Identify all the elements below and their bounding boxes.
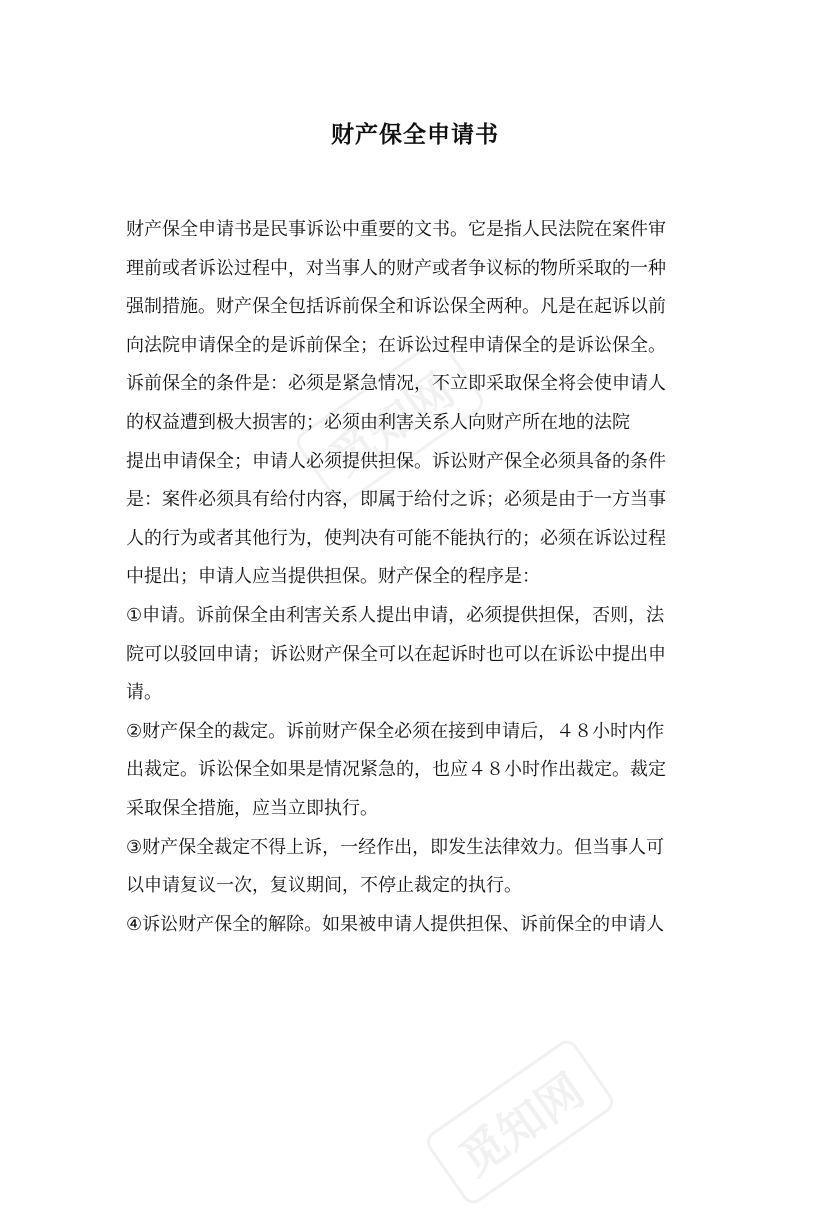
body-line: 诉前保全的条件是：必须是紧急情况，不立即采取保全将会使申请人: [126, 373, 666, 395]
body-line: 出裁定。诉讼保全如果是情况紧急的，也应４８小时作出裁定。裁定: [126, 759, 666, 781]
body-line: 的权益遭到极大损害的；必须由利害关系人向财产所在地的法院: [126, 411, 630, 433]
body-line: 向法院申请保全的是诉前保全；在诉讼过程申请保全的是诉讼保全。: [126, 334, 666, 356]
document-title: 财产保全申请书: [331, 122, 499, 148]
body-line: 中提出；申请人应当提供担保。财产保全的程序是：: [126, 566, 540, 588]
body-line: 请。: [126, 682, 162, 704]
document-body: [126, 211, 712, 944]
body-line: 以申请复议一次，复议期间，不停止裁定的执行。: [126, 875, 522, 897]
body-line: ③财产保全裁定不得上诉，一经作出，即发生法律效力。但当事人可: [126, 836, 665, 858]
body-line: ①申请。诉前保全由利害关系人提出申请，必须提供担保，否则，法: [126, 604, 665, 626]
watermark-stamp: 觅知网: [422, 1036, 618, 1208]
body-line: 财产保全申请书是民事诉讼中重要的文书。它是指人民法院在案件审: [126, 219, 666, 240]
body-line: 强制措施。财产保全包括诉前保全和诉讼保全两种。凡是在起诉以前: [126, 296, 666, 318]
body-line: 院可以驳回申请；诉讼财产保全可以在起诉时也可以在诉讼中提出申: [126, 643, 666, 665]
watermark-stamp: 觅知网: [292, 336, 488, 508]
body-line: 提出申请保全；申请人必须提供担保。诉讼财产保全必须具备的条件: [126, 450, 666, 472]
body-line: 理前或者诉讼过程中，对当事人的财产或者争议标的物所采取的一种: [126, 257, 666, 279]
body-line: 是：案件必须具有给付内容，即属于给付之诉；必须是由于一方当事: [126, 489, 666, 511]
body-line: ④诉讼财产保全的解除。如果被申请人提供担保、诉前保全的申请人: [126, 913, 665, 935]
body-line: ②财产保全的裁定。诉前财产保全必须在接到申请后，４８小时内作: [126, 720, 665, 742]
body-line: 人的行为或者其他行为，使判决有可能不能执行的；必须在诉讼过程: [126, 527, 666, 549]
body-line: 采取保全措施，应当立即执行。: [126, 797, 378, 819]
